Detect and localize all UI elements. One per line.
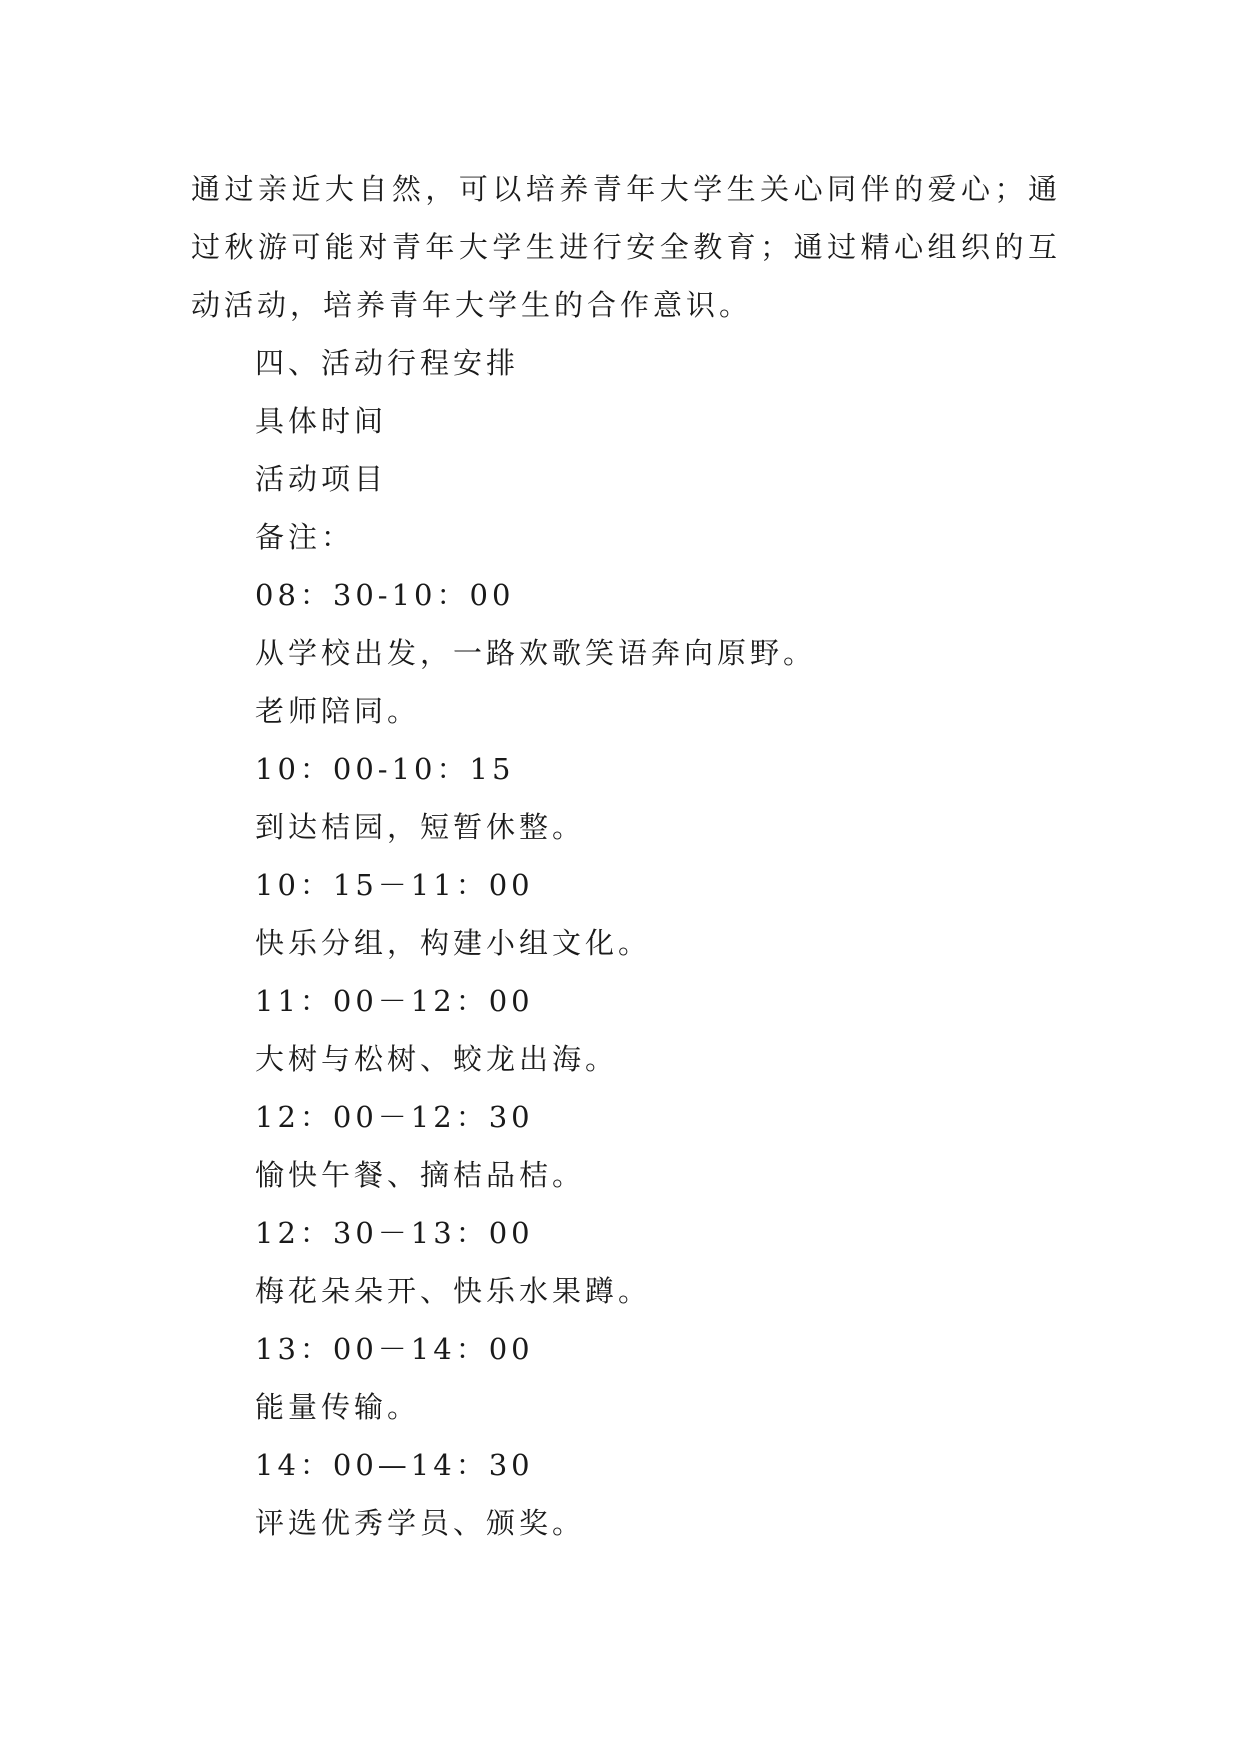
schedule-activity: 梅花朵朵开、快乐水果蹲。 (255, 1274, 652, 1308)
column-header-time: 具体时间 (255, 404, 388, 438)
schedule-time: 08：30-10：00 (255, 578, 515, 612)
schedule-time: 12：30－13：00 (255, 1216, 534, 1250)
schedule-time: 10：15－11：00 (255, 868, 534, 902)
intro-paragraph: 通过亲近大自然，可以培养青年大学生关心同伴的爱心；通过秋游可能对青年大学生进行安全教育；通过精心组织的互动活动，培养青年大学生的合作意识。 (191, 172, 1061, 322)
schedule-activity: 快乐分组，构建小组文化。 (255, 926, 652, 960)
schedule-time: 13：00－14：00 (255, 1332, 534, 1366)
schedule-activity: 到达桔园，短暂休整。 (255, 810, 586, 844)
schedule-time: 11：00－12：00 (255, 984, 534, 1018)
document-body (191, 160, 1061, 1552)
schedule-lines (191, 334, 1061, 1552)
column-header-activity: 活动项目 (255, 462, 388, 496)
schedule-note: 老师陪同。 (255, 694, 421, 728)
section-heading: 四、活动行程安排 (255, 346, 520, 380)
schedule-activity: 大树与松树、蛟龙出海。 (255, 1042, 619, 1076)
schedule-activity: 从学校出发，一路欢歌笑语奔向原野。 (255, 636, 817, 670)
schedule-activity: 评选优秀学员、颁奖。 (255, 1506, 586, 1540)
schedule-activity: 愉快午餐、摘桔品桔。 (255, 1158, 586, 1192)
schedule-activity: 能量传输。 (255, 1390, 421, 1424)
schedule-time: 14：00—14：30 (255, 1448, 534, 1482)
schedule-time: 12：00－12：30 (255, 1100, 534, 1134)
schedule-time: 10：00-10：15 (255, 752, 515, 786)
column-header-notes: 备注： (255, 520, 355, 554)
